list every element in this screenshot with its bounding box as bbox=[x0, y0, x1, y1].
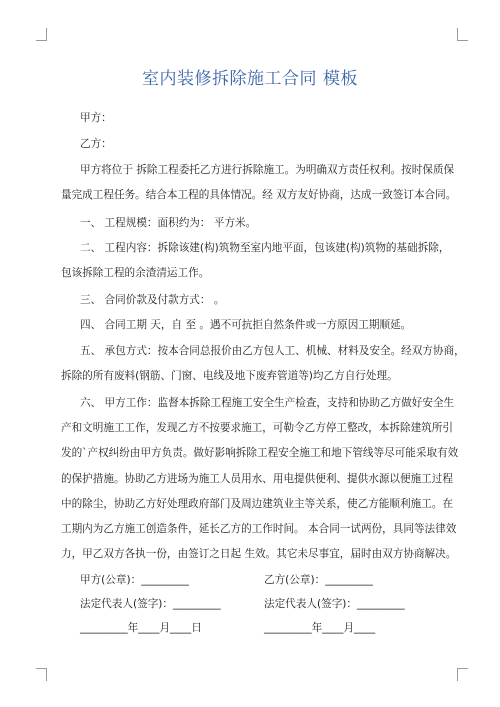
document-title: 室内装修拆除施工合同 模板 bbox=[142, 69, 358, 89]
clause-6-line-5: 中的除尘，协助乙方好处理政府部门及周边建筑业主等关系，使乙方能顺利施工。在 bbox=[61, 498, 453, 510]
party-a-date-field: _________年____月____日 bbox=[80, 622, 202, 634]
crop-mark-top-left bbox=[36, 28, 47, 41]
crop-mark-bottom-left bbox=[36, 668, 47, 681]
party-b-representative-field: 法定代表人(签字)：_________ bbox=[264, 598, 405, 610]
crop-mark-top-right bbox=[457, 28, 468, 41]
party-b-date-field: _________年____月____ bbox=[264, 622, 376, 634]
party-a-label: 甲方： bbox=[80, 112, 112, 124]
party-a-seal-field: 甲方(公章)：_________ bbox=[80, 574, 189, 586]
clause-4: 四、 合同工期 天，自 至 。遇不可抗拒自然条件或一方原因工期顺延。 bbox=[80, 319, 412, 331]
clause-6-line-6: 工期内为乙方施工创造条件，延长乙方的工作时间。 本合同一试两份，具同等法律效 bbox=[61, 523, 457, 535]
intro-line-2: 量完成工程任务。结合本工程的具体情况。经 双方友好协商，达成一致签订本合同。 bbox=[61, 189, 457, 201]
clause-6-line-4: 的保护措施。协助乙方进场为施工人员用水、用电提供便利、提供水源以便施工过程 bbox=[61, 473, 453, 485]
clause-6-line-2: 产和文明施工工作，发现乙方不按要求施工，可勒令乙方停工整改，本拆除建筑所引 bbox=[61, 422, 453, 434]
intro-line-1: 甲方将位于 拆除工程委托乙方进行拆除施工。为明确双方责任权利。按时保质保 bbox=[80, 164, 455, 176]
party-b-seal-field: 乙方(公章)：_________ bbox=[264, 574, 373, 586]
clause-6-line-3: 发的`产权纠纷由甲方负责。做好影响拆除工程安全施工和地下管线等尽可能采取有效 bbox=[61, 447, 459, 459]
crop-mark-bottom-right bbox=[457, 668, 468, 681]
party-a-representative-field: 法定代表人(签字)：_________ bbox=[80, 598, 221, 610]
clause-5-line-1: 五、 承包方式：按本合同总报价由乙方包人工、机械、材料及安全。经双方协商， bbox=[80, 345, 465, 357]
party-b-label: 乙方： bbox=[80, 138, 112, 150]
clause-2-line-1: 二、 工程内容：拆除该建(构)筑物至室内地平面，包该建(构)筑物的基础拆除， bbox=[80, 242, 450, 254]
clause-1: 一、 工程规模：面积约为： 平方米。 bbox=[80, 217, 257, 229]
clause-2-line-2: 包该拆除工程的余渣清运工作。 bbox=[61, 267, 210, 279]
clause-3: 三、 合同价款及付款方式： 。 bbox=[80, 294, 225, 306]
clause-6-line-1: 六、 甲方工作：监督本拆除工程施工安全生产检查，支持和协助乙方做好安全生 bbox=[80, 397, 455, 409]
clause-5-line-2: 拆除的所有废料(钢筋、门窗、电线及地下废弃管道等)均乙方自行处理。 bbox=[61, 370, 398, 382]
clause-6-line-7: 力，甲乙双方各执一份，由签订之日起 生效。其它未尽事宜，届时由双方协商解决。 bbox=[61, 548, 457, 560]
